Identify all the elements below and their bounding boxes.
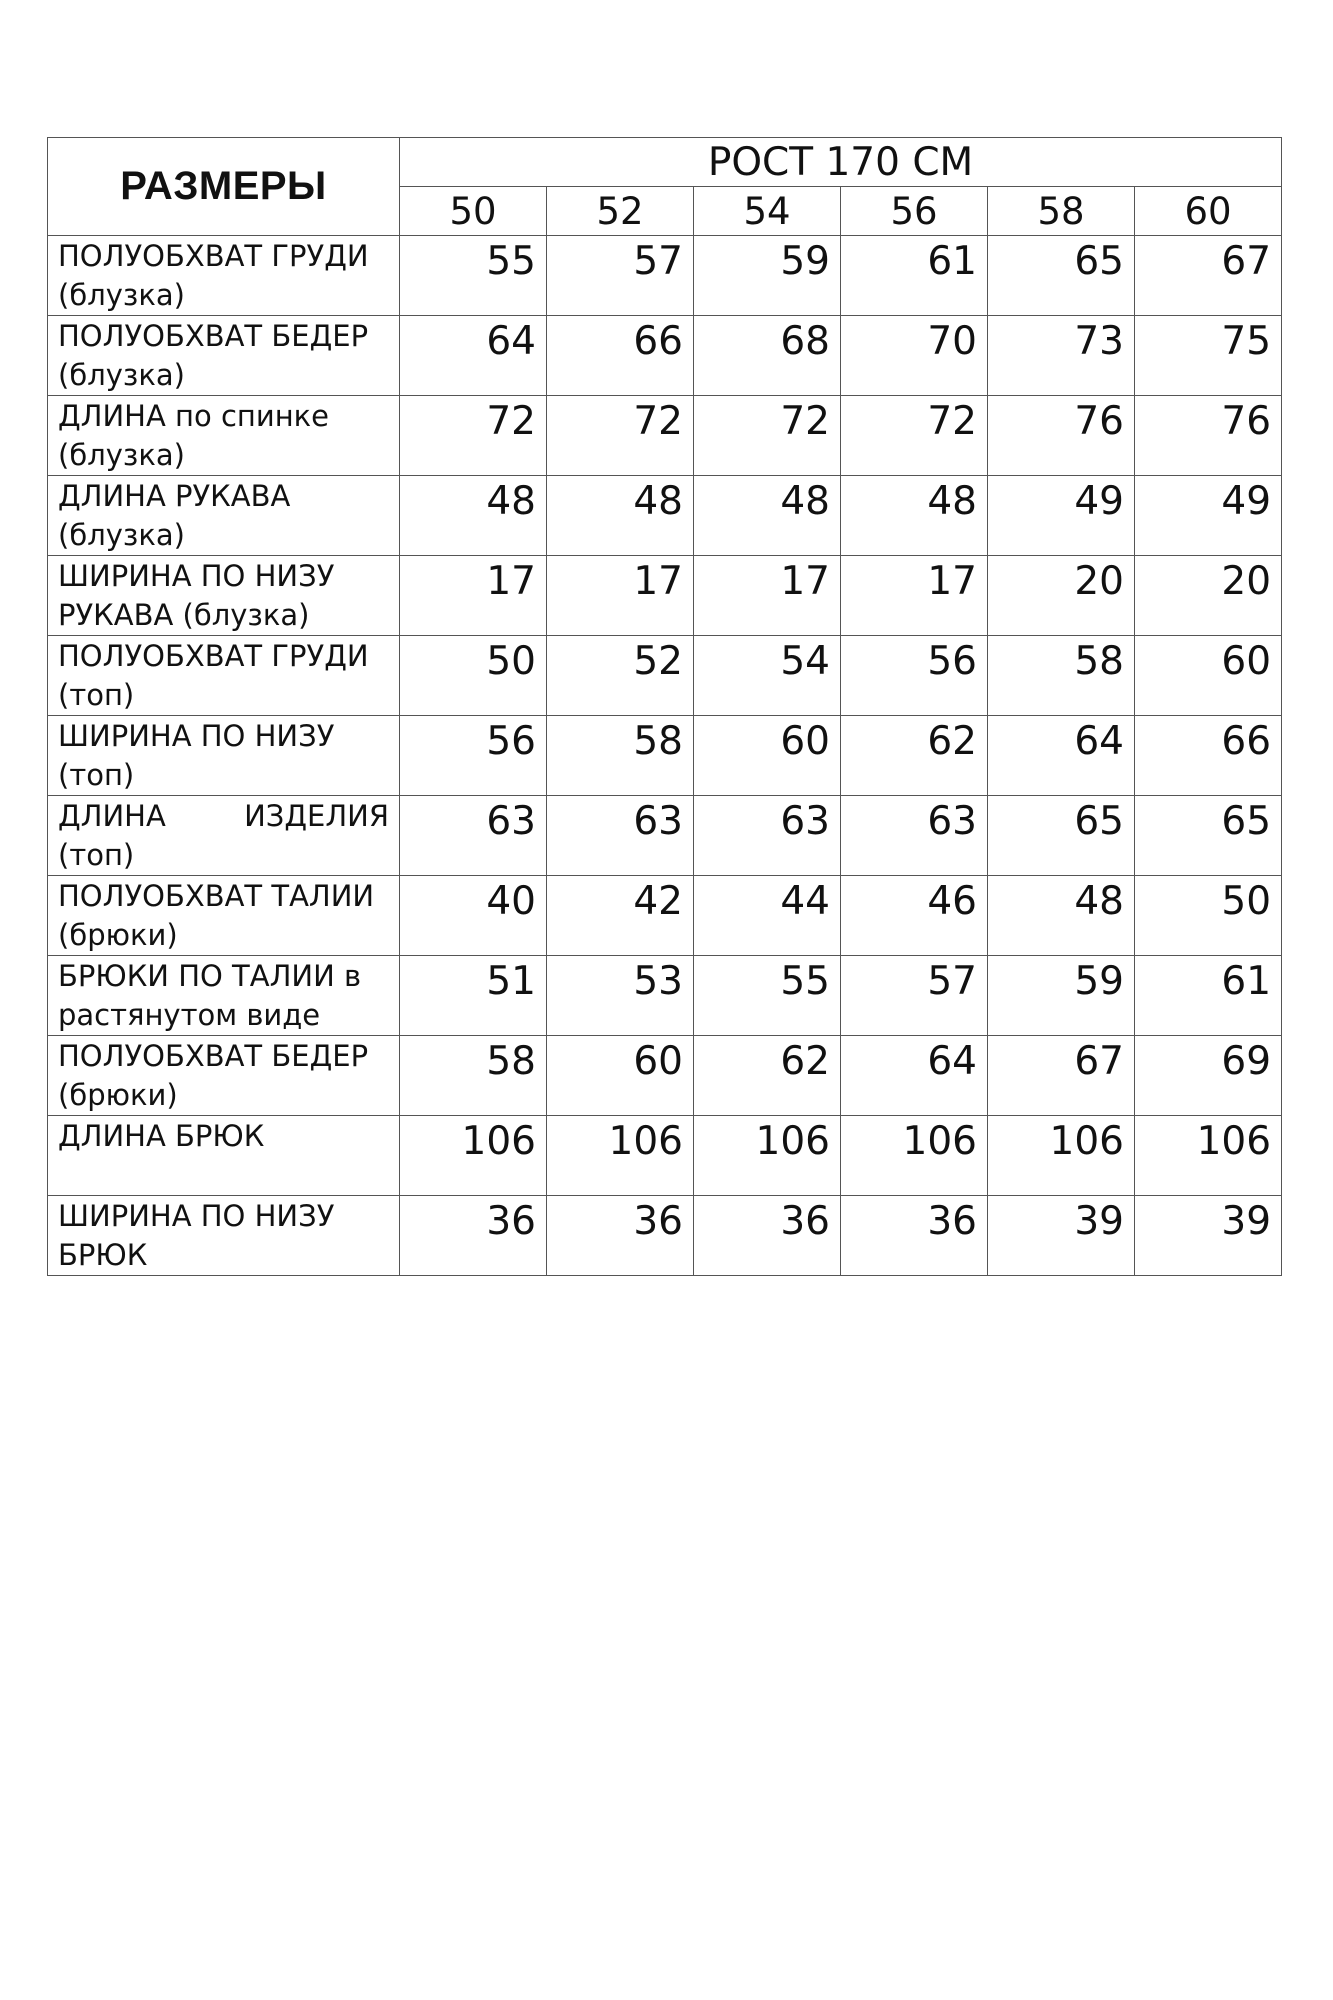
measurement-value: 17 xyxy=(841,556,988,636)
measurement-value: 65 xyxy=(988,236,1135,316)
measurement-value: 63 xyxy=(841,796,988,876)
measurement-value: 63 xyxy=(694,796,841,876)
measurement-value: 67 xyxy=(1135,236,1282,316)
size-header-cell: 56 xyxy=(841,187,988,236)
measurement-label: ПОЛУОБХВАТ ГРУДИ (блузка) xyxy=(48,236,400,316)
measurement-value: 62 xyxy=(841,716,988,796)
measurement-value: 36 xyxy=(547,1196,694,1276)
measurement-value: 106 xyxy=(400,1116,547,1196)
measurement-value: 61 xyxy=(1135,956,1282,1036)
measurement-value: 106 xyxy=(694,1116,841,1196)
table-row xyxy=(48,796,1282,876)
measurement-value: 48 xyxy=(547,476,694,556)
measurement-value: 51 xyxy=(400,956,547,1036)
measurement-value: 76 xyxy=(988,396,1135,476)
measurement-value: 17 xyxy=(400,556,547,636)
measurement-label: ШИРИНА ПО НИЗУ РУКАВА (блузка) xyxy=(48,556,400,636)
measurement-value: 54 xyxy=(694,636,841,716)
measurement-value: 60 xyxy=(694,716,841,796)
measurement-value: 106 xyxy=(547,1116,694,1196)
measurement-value: 58 xyxy=(988,636,1135,716)
measurement-value: 48 xyxy=(988,876,1135,956)
measurement-value: 69 xyxy=(1135,1036,1282,1116)
measurement-value: 70 xyxy=(841,316,988,396)
measurement-value: 49 xyxy=(988,476,1135,556)
measurement-value: 75 xyxy=(1135,316,1282,396)
height-header: РОСТ 170 СМ xyxy=(400,138,1282,187)
measurement-value: 42 xyxy=(547,876,694,956)
measurement-label: ПОЛУОБХВАТ БЕДЕР (брюки) xyxy=(48,1036,400,1116)
measurement-value: 58 xyxy=(400,1036,547,1116)
measurement-value: 57 xyxy=(547,236,694,316)
measurement-value: 65 xyxy=(988,796,1135,876)
measurement-value: 40 xyxy=(400,876,547,956)
measurement-label: ДЛИНА ИЗДЕЛИЯ (топ) xyxy=(48,796,400,876)
size-chart-table xyxy=(47,137,1282,1276)
measurement-value: 62 xyxy=(694,1036,841,1116)
measurement-value: 106 xyxy=(988,1116,1135,1196)
measurement-value: 59 xyxy=(694,236,841,316)
table-row xyxy=(48,956,1282,1036)
measurement-value: 48 xyxy=(841,476,988,556)
measurement-value: 73 xyxy=(988,316,1135,396)
measurement-label: ДЛИНА РУКАВА (блузка) xyxy=(48,476,400,556)
table-row xyxy=(48,636,1282,716)
measurement-label: БРЮКИ ПО ТАЛИИ в растянутом виде xyxy=(48,956,400,1036)
measurement-value: 36 xyxy=(694,1196,841,1276)
measurement-value: 63 xyxy=(547,796,694,876)
measurement-value: 67 xyxy=(988,1036,1135,1116)
measurement-value: 48 xyxy=(694,476,841,556)
table-row xyxy=(48,876,1282,956)
measurement-value: 60 xyxy=(547,1036,694,1116)
size-header-cell: 54 xyxy=(694,187,841,236)
measurement-value: 36 xyxy=(400,1196,547,1276)
table-row xyxy=(48,556,1282,636)
measurement-value: 76 xyxy=(1135,396,1282,476)
header-row-top xyxy=(48,138,1282,187)
measurement-value: 50 xyxy=(1135,876,1282,956)
measurement-value: 61 xyxy=(841,236,988,316)
size-header-cell: 58 xyxy=(988,187,1135,236)
measurement-value: 55 xyxy=(694,956,841,1036)
measurement-value: 63 xyxy=(400,796,547,876)
table-row xyxy=(48,716,1282,796)
measurement-value: 66 xyxy=(547,316,694,396)
measurement-value: 65 xyxy=(1135,796,1282,876)
measurement-label: ПОЛУОБХВАТ ТАЛИИ (брюки) xyxy=(48,876,400,956)
table-row xyxy=(48,1116,1282,1196)
measurement-value: 59 xyxy=(988,956,1135,1036)
measurement-value: 36 xyxy=(841,1196,988,1276)
measurement-value: 17 xyxy=(547,556,694,636)
sizes-header: РАЗМЕРЫ xyxy=(48,138,400,236)
measurement-value: 106 xyxy=(1135,1116,1282,1196)
measurement-value: 64 xyxy=(988,716,1135,796)
measurement-value: 17 xyxy=(694,556,841,636)
measurement-value: 46 xyxy=(841,876,988,956)
measurement-label: ПОЛУОБХВАТ ГРУДИ (топ) xyxy=(48,636,400,716)
measurement-value: 39 xyxy=(1135,1196,1282,1276)
measurement-value: 66 xyxy=(1135,716,1282,796)
measurement-value: 50 xyxy=(400,636,547,716)
table-row xyxy=(48,1036,1282,1116)
measurement-value: 49 xyxy=(1135,476,1282,556)
measurement-value: 20 xyxy=(988,556,1135,636)
measurement-value: 20 xyxy=(1135,556,1282,636)
measurement-value: 72 xyxy=(694,396,841,476)
measurement-value: 58 xyxy=(547,716,694,796)
measurement-value: 52 xyxy=(547,636,694,716)
size-header-cell: 52 xyxy=(547,187,694,236)
measurement-value: 44 xyxy=(694,876,841,956)
measurement-label: ДЛИНА БРЮК xyxy=(48,1116,400,1196)
measurement-value: 72 xyxy=(400,396,547,476)
table-row xyxy=(48,1196,1282,1276)
measurement-value: 48 xyxy=(400,476,547,556)
size-header-cell: 60 xyxy=(1135,187,1282,236)
measurement-value: 64 xyxy=(400,316,547,396)
table-row xyxy=(48,396,1282,476)
table-row xyxy=(48,316,1282,396)
measurement-value: 72 xyxy=(547,396,694,476)
size-header-cell: 50 xyxy=(400,187,547,236)
measurement-value: 60 xyxy=(1135,636,1282,716)
measurement-value: 57 xyxy=(841,956,988,1036)
measurement-value: 68 xyxy=(694,316,841,396)
table-row xyxy=(48,476,1282,556)
table-row xyxy=(48,236,1282,316)
measurement-label: ДЛИНА по спинке (блузка) xyxy=(48,396,400,476)
table-body xyxy=(48,236,1282,1276)
measurement-value: 55 xyxy=(400,236,547,316)
measurement-value: 39 xyxy=(988,1196,1135,1276)
measurement-label: ШИРИНА ПО НИЗУ БРЮК xyxy=(48,1196,400,1276)
measurement-label: ШИРИНА ПО НИЗУ (топ) xyxy=(48,716,400,796)
measurement-value: 53 xyxy=(547,956,694,1036)
measurement-value: 56 xyxy=(841,636,988,716)
measurement-value: 106 xyxy=(841,1116,988,1196)
measurement-value: 72 xyxy=(841,396,988,476)
measurement-value: 56 xyxy=(400,716,547,796)
measurement-value: 64 xyxy=(841,1036,988,1116)
measurement-label: ПОЛУОБХВАТ БЕДЕР (блузка) xyxy=(48,316,400,396)
